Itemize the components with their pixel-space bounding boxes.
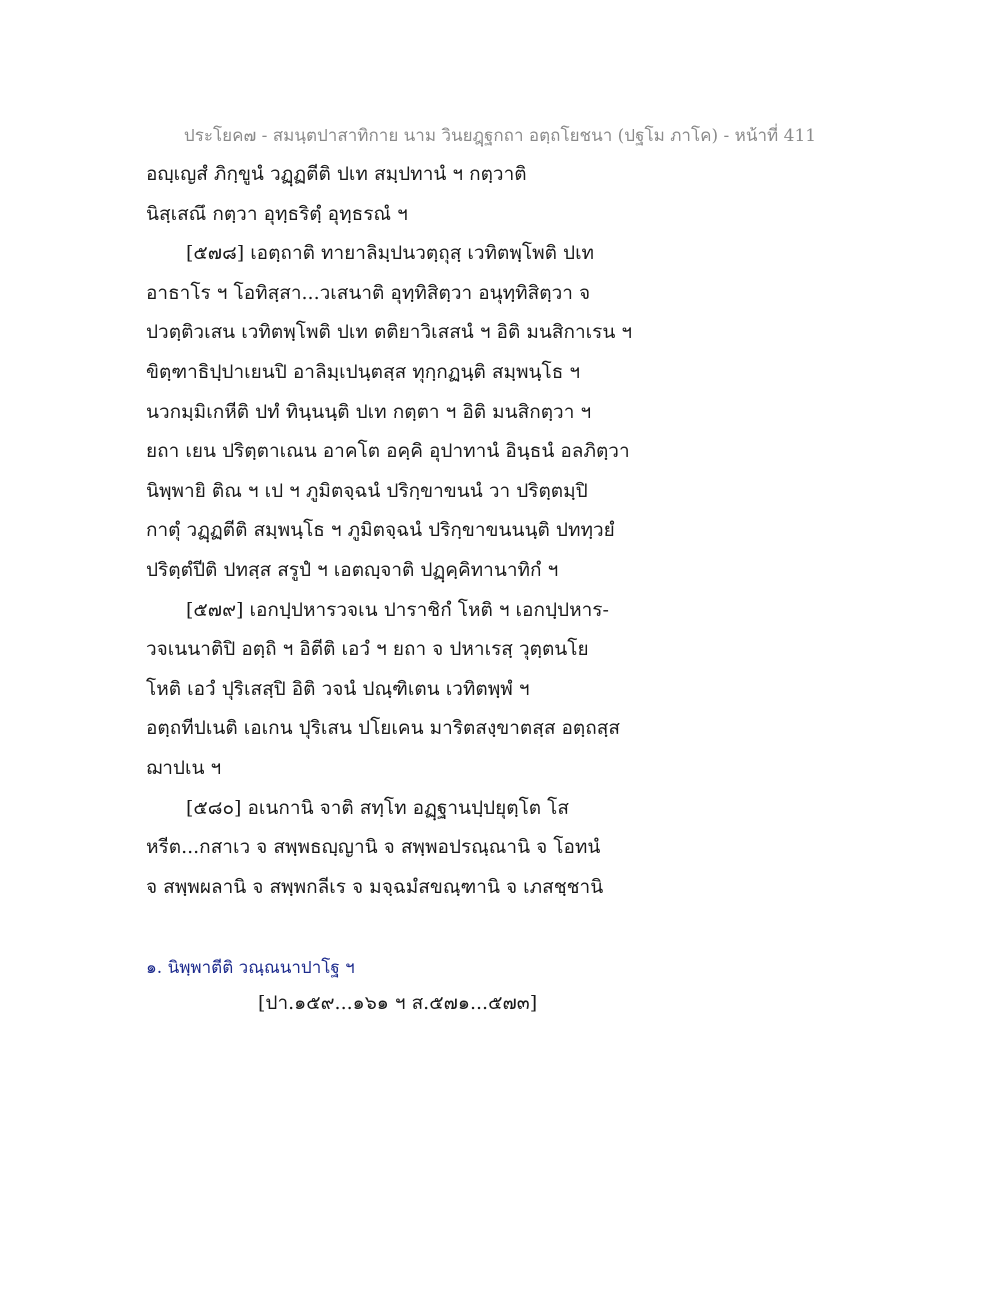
text-line: นิพฺพายิ ติณ ฯ เป ฯ ภูมิตจฺฉนํ ปริกฺขาขนนํ วา ปริตฺตมฺปิ — [146, 479, 588, 502]
text-line: ฌาปเน ฯ — [146, 756, 222, 779]
text-line: กาตุํ วฏฺฏตีติ สมฺพนฺโธ ฯ ภูมิตจฺฉนํ ปริกฺขาขนนนฺติ ปททฺวยํ — [146, 519, 615, 542]
paragraph-start-579: [๕๗๙] เอกปฺปหารวจเน ปาราชิกํ โหติ ฯ เอกปฺปหาร- — [186, 598, 609, 621]
text-line: ขิตฺฑาธิปฺปาเยนปิ อาลิมฺเปนฺตสฺส ทุกฺกฏนฺติ สมฺพนฺโธ ฯ — [146, 360, 581, 383]
text-line: ปริตฺตํปีติ ปทสฺส สรูปํ ฯ เอตญฺจาติ ปฏฺคฺคิทานาทิกํ ฯ — [146, 558, 559, 581]
paragraph-start-580: [๕๘๐] อเนกานิ จาติ สทฺโท อฏฺฐานปฺปยุตฺโต โส — [186, 796, 569, 819]
text-line: อาธาโร ฯ โอทิสฺสา...วเสนาติ อุทฺทิสิตฺวา อนุทฺทิสิตฺวา จ — [146, 281, 591, 304]
text-line: โหติ เอวํ ปุริเสสฺปิ อิติ วจนํ ปณฺฑิเตน เวทิตพฺพํ ฯ — [146, 677, 530, 700]
footnote: ๑. นิพฺพาตีติ วณฺณนาปาโฐ ฯ — [146, 958, 355, 978]
text-line: วจเนนาติปิ อตฺถิ ฯ อิตีติ เอวํ ฯ ยถา จ ปหาเรสฺ วุตฺตนโย — [146, 638, 589, 661]
text-line: หรีต...กสาเว จ สพฺพธญฺญานิ จ สพฺพอปรณฺณานิ จ โอทนํ — [146, 836, 601, 859]
text-line: อตฺถทีปเนติ เอเกน ปุริเสน ปโยเคน มาริตสงฺขาตสฺส อตฺถสฺส — [146, 717, 620, 740]
paragraph-start-578: [๕๗๘] เอตฺถาติ ทายาลิมฺปนวตฺถุสฺ เวทิตพฺโพติ ปเท — [186, 242, 595, 265]
running-header: ประโยค๗ - สมนฺตปาสาทิกาย นาม วินยฎฺฐกถา อตฺถโยชนา (ปฐโม ภาโค) - หน้าที่ 411 — [183, 126, 817, 146]
text-line: จ สพฺพผลานิ จ สพฺพกลีเร จ มจฺฉมํสขณฺฑานิ จ เภสชฺชานิ — [146, 875, 604, 898]
body-text — [146, 158, 846, 910]
text-line: ยถา เยน ปริตฺตาเณน อาคโต อคฺคิ อุปาทานํ อินฺธนํ อลภิตฺวา — [146, 440, 630, 463]
text-line: อญฺเญสํ ภิกฺขูนํ วฏฺฏตีติ ปเท สมฺปทานํ ฯ กตฺวาติ — [146, 163, 527, 185]
page-reference: [ปา.๑๕๙...๑๖๑ ฯ ส.๕๗๑...๕๗๓] — [258, 992, 538, 1014]
text-line: ปวตฺติวเสน เวทิตพฺโพติ ปเท ตติยาวิเสสนํ ฯ อิติ มนสิกาเรน ฯ — [146, 321, 633, 344]
text-line: นวกมฺมิเกหีติ ปทํ ทินฺนนฺติ ปเท กตฺตา ฯ อิติ มนสิกตฺวา ฯ — [146, 400, 592, 423]
text-line: นิสฺเสณึ กตฺวา อุทฺธริตฺํ อุทฺธรณํ ฯ — [146, 202, 408, 225]
